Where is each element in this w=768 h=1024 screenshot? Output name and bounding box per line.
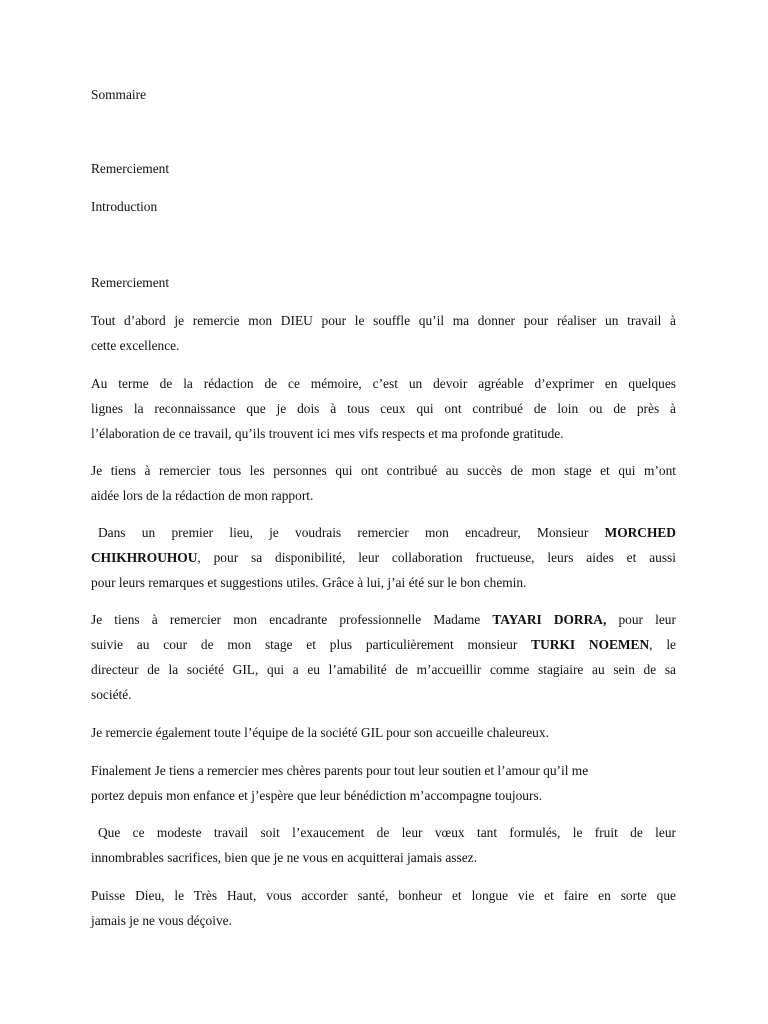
paragraph-7-line-1: Finalement Je tiens a remercier mes chères parents pour tout leur soutien et l’amour qu’il me <box>91 763 589 778</box>
paragraph-9-line-1: Puisse Dieu, le Très Haut, vous accorder santé, bonheur et longue vie et faire en sorte que <box>91 888 676 903</box>
paragraph-2-line-2: lignes la reconnaissance que je dois à tous ceux qui ont contribué de loin ou de près à <box>91 401 676 416</box>
paragraph-3-line-1: Je tiens à remercier tous les personnes qui ont contribué au succès de mon stage et qui m’ont <box>91 463 676 478</box>
supervisor-name-last: CHIKHROUHOU <box>91 550 198 565</box>
paragraph-4-line-3: pour leurs remarques et suggestions utiles. Grâce à lui, j’ai été sur le bon chemin. <box>91 575 527 590</box>
supervisor-name-first: MORCHED <box>604 525 676 540</box>
paragraph-4-line-2: CHIKHROUHOU, pour sa disponibilité, leur collaboration fructueuse, leurs aides et aussi <box>91 550 676 565</box>
toc-item-introduction: Introduction <box>91 199 158 214</box>
paragraph-1-line-2: cette excellence. <box>91 338 180 353</box>
paragraph-3-line-2: aidée lors de la rédaction de mon rapport. <box>91 488 314 503</box>
director-name: TURKI NOEMEN <box>531 637 650 652</box>
section-heading: Remerciement <box>91 275 170 290</box>
paragraph-5-line-2: suivie au cour de mon stage et plus particulièrement monsieur TURKI NOEMEN, le <box>91 637 676 652</box>
paragraph-2-line-1: Au terme de la rédaction de ce mémoire, c’est un devoir agréable d’exprimer en quelques <box>91 376 676 391</box>
toc-title: Sommaire <box>91 87 147 102</box>
paragraph-2-line-3: l’élaboration de ce travail, qu’ils trouvent ici mes vifs respects et ma profonde gratitude. <box>91 426 564 441</box>
paragraph-5-line-4: société. <box>91 687 132 702</box>
paragraph-6-line-1: Je remercie également toute l’équipe de la société GIL pour son accueille chaleureux. <box>91 725 549 740</box>
paragraph-5-line-1: Je tiens à remercier mon encadrante professionnelle Madame TAYARI DORRA, pour leur <box>91 612 676 627</box>
paragraph-7-line-2: portez depuis mon enfance et j’espère que leur bénédiction m’accompagne toujours. <box>91 788 543 803</box>
pro-supervisor-name: TAYARI DORRA, <box>492 612 607 627</box>
toc-item-remerciement: Remerciement <box>91 161 170 176</box>
paragraph-5-line-3: directeur de la société GIL, qui a eu l’amabilité de m’accueillir comme stagiaire au sein de sa <box>91 662 676 677</box>
paragraph-8-line-2: innombrables sacrifices, bien que je ne vous en acquitterai jamais assez. <box>91 850 477 865</box>
paragraph-9-line-2: jamais je ne vous déçoive. <box>91 913 232 928</box>
paragraph-1-line-1: Tout d’abord je remercie mon DIEU pour le souffle qu’il ma donner pour réaliser un travail à <box>91 313 676 328</box>
paragraph-8-line-1: Que ce modeste travail soit l’exaucement de leur vœux tant formulés, le fruit de leur <box>98 825 676 840</box>
paragraph-4-line-1: Dans un premier lieu, je voudrais remercier mon encadreur, Monsieur MORCHED <box>98 525 676 540</box>
